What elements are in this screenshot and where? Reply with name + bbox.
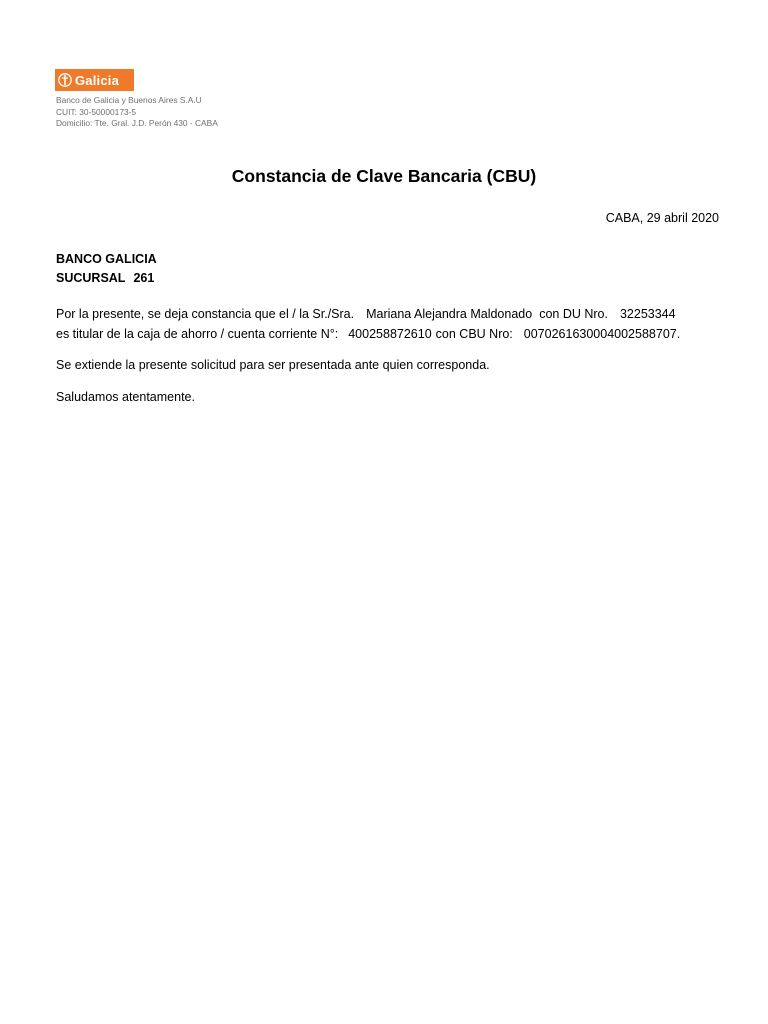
logo-text: Galicia xyxy=(75,72,120,88)
holder-line xyxy=(56,307,676,321)
cbu-suffix: . xyxy=(676,327,681,341)
branch-label: SUCURSAL xyxy=(56,271,126,285)
account-line-prefix: es titular de la caja de ahorro / cuenta corriente N°: xyxy=(56,327,339,341)
galicia-emblem-icon xyxy=(58,72,72,88)
cbu-label: con CBU Nro: xyxy=(435,327,513,341)
du-number: 32253344 xyxy=(619,307,676,321)
bank-name: BANCO GALICIA xyxy=(56,252,157,266)
galicia-logo xyxy=(55,69,134,91)
branch-row xyxy=(56,271,154,285)
holder-name: Mariana Alejandra Maldonado xyxy=(366,307,533,321)
branch-number: 261 xyxy=(133,271,155,285)
du-label: con DU Nro. xyxy=(539,307,608,321)
cbu-number: 0070261630004002588707 xyxy=(523,327,677,341)
company-name: Banco de Galicia y Buenos Aires S.A.U xyxy=(56,95,202,105)
document-title: Constancia de Clave Bancaria (CBU) xyxy=(231,166,537,186)
request-paragraph: Se extiende la presente solicitud para ser presentada ante quien corresponda. xyxy=(56,358,490,372)
company-address: Domicilio: Tte. Gral. J.D. Perón 430 - CABA xyxy=(56,118,218,128)
closing-line: Saludamos atentamente. xyxy=(56,390,195,404)
document-date: CABA, 29 abril 2020 xyxy=(605,211,719,225)
account-number: 400258872610 xyxy=(348,327,432,341)
holder-line-prefix: Por la presente, se deja constancia que el / la Sr./Sra. xyxy=(56,307,355,321)
company-cuit: CUIT: 30-50000173-5 xyxy=(56,106,137,117)
company-header xyxy=(56,95,218,130)
account-line xyxy=(56,327,680,341)
